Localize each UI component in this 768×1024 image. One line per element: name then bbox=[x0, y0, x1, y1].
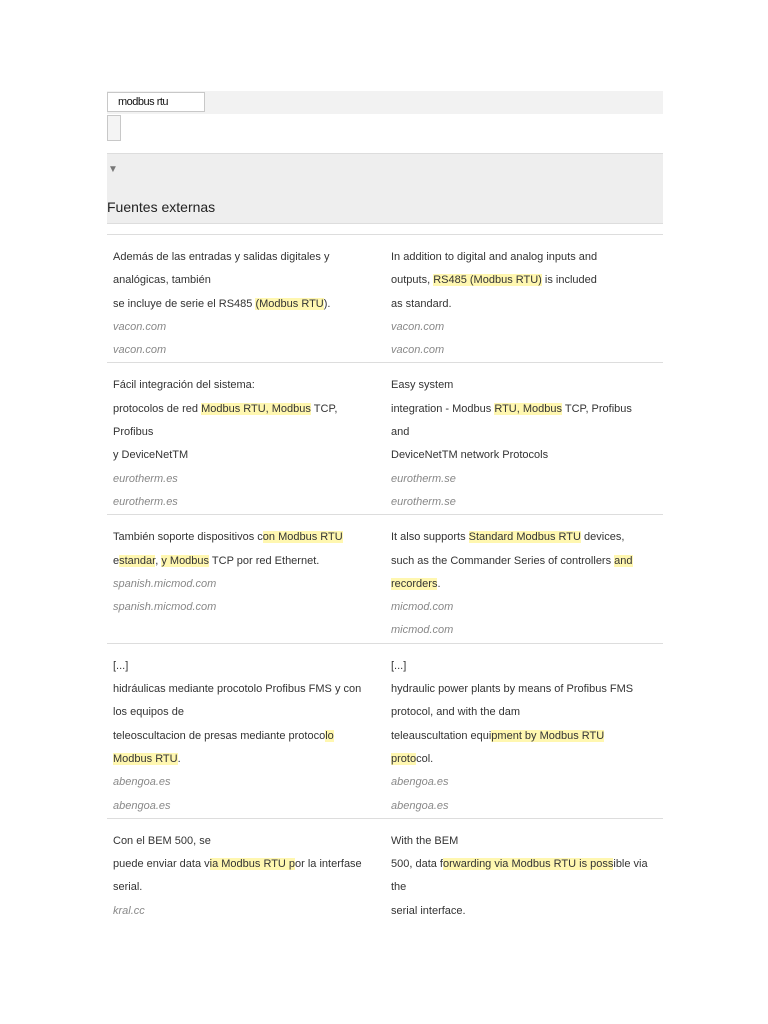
example-line bbox=[113, 876, 385, 899]
text-segment: teleauscultation equi bbox=[391, 729, 492, 742]
text-segment: También soporte dispositivos c bbox=[113, 531, 263, 544]
example-line bbox=[391, 725, 663, 748]
text-segment: [...] bbox=[113, 659, 129, 672]
example-line bbox=[113, 374, 385, 397]
text-segment: It also supports bbox=[391, 531, 469, 544]
page-content bbox=[107, 91, 663, 917]
text-segment: outputs, bbox=[391, 274, 434, 287]
text-segment: ). bbox=[323, 297, 331, 310]
example-line bbox=[391, 701, 663, 724]
text-segment: or la interfase bbox=[295, 858, 362, 871]
source-link[interactable]: vacon.com bbox=[391, 344, 445, 357]
highlighted-term: ia Modbus RTU p bbox=[209, 858, 296, 871]
text-segment: , bbox=[155, 554, 162, 567]
text-segment: as standard. bbox=[391, 297, 452, 310]
section-header[interactable] bbox=[107, 153, 663, 224]
text-segment: teleoscultacion de presas mediante protoco bbox=[113, 729, 326, 742]
spanish-example bbox=[107, 374, 385, 514]
text-segment: col. bbox=[416, 752, 434, 765]
text-segment: TCP, bbox=[310, 402, 338, 415]
translation-row bbox=[107, 235, 663, 363]
example-line bbox=[113, 421, 385, 444]
source-link[interactable]: micmod.com bbox=[391, 624, 454, 637]
text-segment: los equipos de bbox=[113, 706, 184, 719]
text-segment: . bbox=[437, 577, 441, 590]
text-segment: TCP por red Ethernet. bbox=[209, 554, 320, 567]
source-link[interactable]: eurotherm.es bbox=[113, 472, 178, 485]
example-line bbox=[113, 725, 385, 748]
highlighted-term: RS485 (Modbus RTU) bbox=[433, 274, 542, 287]
example-line bbox=[391, 444, 663, 467]
highlighted-term: recorders bbox=[391, 577, 438, 590]
source-link[interactable]: micmod.com bbox=[391, 601, 454, 614]
search-bar bbox=[107, 91, 663, 114]
source-link[interactable]: eurotherm.es bbox=[113, 495, 178, 508]
example-line bbox=[113, 293, 385, 316]
source-link[interactable]: abengoa.es bbox=[113, 799, 171, 812]
search-button[interactable] bbox=[107, 115, 121, 141]
text-segment: Profibus bbox=[113, 426, 154, 439]
example-line bbox=[113, 444, 385, 467]
spanish-example bbox=[107, 655, 385, 818]
example-line bbox=[391, 655, 663, 678]
highlighted-term: orwarding via Modbus RTU is poss bbox=[443, 858, 614, 871]
highlighted-term: y Modbus bbox=[161, 554, 210, 567]
text-segment: analógicas, también bbox=[113, 274, 211, 287]
source-link[interactable]: spanish.micmod.com bbox=[113, 577, 217, 590]
example-line bbox=[113, 830, 385, 853]
text-segment: . bbox=[177, 752, 181, 765]
source-link[interactable]: eurotherm.se bbox=[391, 495, 456, 508]
example-line bbox=[113, 678, 385, 701]
example-line bbox=[391, 853, 663, 876]
example-line bbox=[391, 374, 663, 397]
example-line bbox=[391, 526, 663, 549]
highlighted-term: Modbus RTU bbox=[113, 752, 178, 765]
text-segment: devices, bbox=[580, 531, 625, 544]
english-example bbox=[385, 830, 663, 923]
example-line bbox=[391, 678, 663, 701]
example-line bbox=[113, 748, 385, 771]
highlighted-term: RTU, Modbus bbox=[494, 402, 562, 415]
text-segment: hydraulic power plants by means of Profibus FMS bbox=[391, 683, 634, 696]
translation-row bbox=[107, 515, 663, 643]
source-link[interactable]: abengoa.es bbox=[113, 776, 171, 789]
highlighted-term: lo bbox=[325, 729, 334, 742]
example-line bbox=[391, 398, 663, 421]
text-segment: y DeviceNetTM bbox=[113, 449, 189, 462]
text-segment: e bbox=[113, 554, 120, 567]
example-line bbox=[113, 853, 385, 876]
translation-row bbox=[107, 644, 663, 819]
example-line bbox=[113, 398, 385, 421]
translation-row bbox=[107, 363, 663, 515]
english-example bbox=[385, 526, 663, 642]
highlighted-term: and bbox=[614, 554, 633, 567]
section-title: Fuentes externas bbox=[107, 199, 216, 215]
example-line bbox=[113, 701, 385, 724]
text-segment: serial interface. bbox=[391, 904, 466, 917]
text-segment: TCP, Profibus bbox=[562, 402, 632, 415]
highlighted-term: Modbus RTU, Modbus bbox=[201, 402, 311, 415]
text-segment: the bbox=[391, 881, 407, 894]
example-line bbox=[391, 876, 663, 899]
text-segment: In addition to digital and analog inputs and bbox=[391, 251, 598, 263]
text-segment: and bbox=[391, 426, 410, 439]
source-link[interactable]: kral.cc bbox=[113, 904, 145, 917]
example-line bbox=[113, 550, 385, 573]
example-line bbox=[391, 246, 663, 269]
source-link[interactable]: spanish.micmod.com bbox=[113, 601, 217, 614]
text-segment: serial. bbox=[113, 881, 143, 894]
example-line bbox=[391, 550, 663, 573]
spanish-example bbox=[107, 526, 385, 642]
results-table bbox=[107, 234, 663, 923]
text-segment: ible via bbox=[613, 858, 648, 871]
highlighted-term: Standard Modbus RTU bbox=[468, 531, 581, 544]
search-input[interactable] bbox=[107, 92, 205, 112]
highlighted-term: standar bbox=[119, 554, 156, 567]
example-line bbox=[113, 269, 385, 292]
text-segment: Con el BEM 500, se bbox=[113, 834, 211, 847]
text-segment: Fácil integración del sistema: bbox=[113, 379, 255, 392]
text-segment: integration - Modbus bbox=[391, 402, 495, 415]
english-example bbox=[385, 655, 663, 818]
example-line bbox=[391, 830, 663, 853]
text-segment: protocol, and with the dam bbox=[391, 706, 521, 719]
text-segment: is included bbox=[541, 274, 597, 287]
spanish-example bbox=[107, 830, 385, 923]
example-line bbox=[113, 526, 385, 549]
english-example bbox=[385, 246, 663, 362]
spanish-example bbox=[107, 246, 385, 362]
text-segment: se incluye de serie el RS485 bbox=[113, 297, 256, 310]
source-link[interactable]: abengoa.es bbox=[391, 799, 449, 812]
text-segment: protocolos de red bbox=[113, 402, 202, 415]
text-segment: puede enviar data v bbox=[113, 858, 210, 871]
translation-row bbox=[107, 819, 663, 923]
text-segment: Easy system bbox=[391, 379, 454, 392]
text-segment: [...] bbox=[391, 659, 407, 672]
text-segment: hidráulicas mediante procotolo Profibus FMS y con bbox=[113, 683, 362, 696]
collapse-triangle-icon[interactable]: ▼ bbox=[108, 164, 118, 175]
example-line bbox=[113, 655, 385, 678]
source-link[interactable]: eurotherm.se bbox=[391, 472, 456, 485]
highlighted-term: (Modbus RTU bbox=[255, 297, 324, 310]
text-segment: With the BEM bbox=[391, 834, 459, 847]
source-link[interactable]: vacon.com bbox=[113, 344, 167, 357]
english-example bbox=[385, 374, 663, 514]
text-segment: Además de las entradas y salidas digitales y bbox=[113, 251, 330, 263]
highlighted-term: proto bbox=[391, 752, 417, 765]
source-link[interactable]: abengoa.es bbox=[391, 776, 449, 789]
text-segment: such as the Commander Series of controllers bbox=[391, 554, 615, 567]
text-segment: 500, data f bbox=[391, 858, 443, 871]
example-line bbox=[391, 421, 663, 444]
example-line bbox=[391, 269, 663, 292]
example-line bbox=[391, 900, 663, 923]
example-line bbox=[113, 246, 385, 269]
source-link[interactable]: vacon.com bbox=[391, 320, 445, 333]
text-segment: DeviceNetTM network Protocols bbox=[391, 449, 549, 462]
example-line bbox=[391, 573, 663, 596]
example-line bbox=[391, 748, 663, 771]
highlighted-term: pment by Modbus RTU bbox=[491, 729, 605, 742]
highlighted-term: on Modbus RTU bbox=[262, 531, 343, 544]
example-line bbox=[391, 293, 663, 316]
source-link[interactable]: vacon.com bbox=[113, 320, 167, 333]
